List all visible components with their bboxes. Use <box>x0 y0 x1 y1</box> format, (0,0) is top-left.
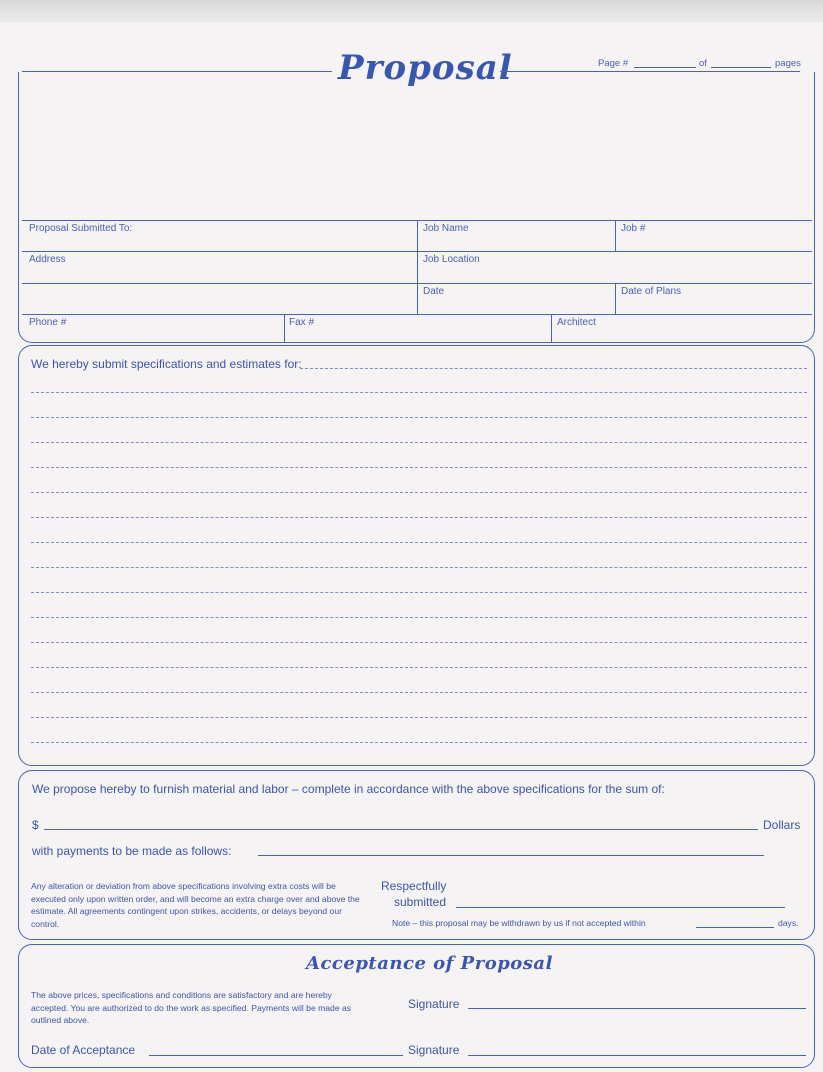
spec-line[interactable] <box>31 617 807 618</box>
spec-line[interactable] <box>31 417 807 418</box>
page-of-label: of <box>699 58 707 69</box>
grid-divider-job <box>615 220 616 251</box>
sum-amount-field[interactable] <box>44 829 758 830</box>
signature-field-2[interactable] <box>468 1055 806 1056</box>
signature-field-1[interactable] <box>468 1008 806 1009</box>
grid-divider-fax <box>551 314 552 342</box>
spec-line[interactable] <box>31 567 807 568</box>
spec-line[interactable] <box>31 717 807 718</box>
spec-line[interactable] <box>31 667 807 668</box>
fax-field[interactable]: Fax # <box>289 317 315 328</box>
spec-line[interactable] <box>31 642 807 643</box>
plastic-wrap-strip <box>0 0 823 22</box>
spec-line[interactable] <box>31 542 807 543</box>
grid-rule-4 <box>22 314 812 315</box>
grid-divider-phone <box>284 314 285 342</box>
signature-label-2: Signature <box>408 1043 460 1057</box>
spec-line-0[interactable] <box>300 368 807 369</box>
submitted-signature-field[interactable] <box>456 907 785 908</box>
form-title: Proposal <box>338 48 513 88</box>
days-field[interactable] <box>696 927 774 928</box>
spec-line[interactable] <box>31 592 807 593</box>
payments-label: with payments to be made as follows: <box>32 844 232 858</box>
withdrawal-note: Note – this proposal may be withdrawn by us if not accepted within <box>392 918 646 928</box>
spec-line[interactable] <box>31 442 807 443</box>
proposal-statement: We propose hereby to furnish material and labor – complete in accordance with the above specifications for the sum of: <box>32 782 665 796</box>
dollar-sign: $ <box>32 818 39 832</box>
info-box-left-top <box>18 72 19 102</box>
spec-line[interactable] <box>31 492 807 493</box>
date-field[interactable]: Date <box>423 286 445 297</box>
date-of-acceptance-field[interactable] <box>149 1055 403 1056</box>
submitted-to-field[interactable]: Proposal Submitted To: <box>29 223 133 234</box>
grid-divider-mid <box>417 220 418 314</box>
architect-field[interactable]: Architect <box>557 317 596 328</box>
page-total-field[interactable] <box>711 67 771 68</box>
address-field[interactable]: Address <box>29 254 66 265</box>
job-name-field[interactable]: Job Name <box>423 223 469 234</box>
signature-label-1: Signature <box>408 997 460 1011</box>
spec-line[interactable] <box>31 742 807 743</box>
spec-line[interactable] <box>31 692 807 693</box>
page-number-field[interactable] <box>634 67 696 68</box>
page-number-label: Page # <box>598 58 629 69</box>
job-location-field[interactable]: Job Location <box>423 254 480 265</box>
dollars-label: Dollars <box>763 818 801 832</box>
spec-line[interactable] <box>31 517 807 518</box>
pages-label: pages <box>775 58 801 69</box>
job-number-field[interactable]: Job # <box>621 223 646 234</box>
respectfully-label: Respectfully <box>381 879 447 893</box>
spec-line[interactable] <box>31 392 807 393</box>
acceptance-title: Acceptance of Proposal <box>306 953 553 974</box>
payments-field[interactable] <box>258 855 764 856</box>
phone-field[interactable]: Phone # <box>29 317 67 328</box>
submitted-label: submitted <box>394 895 447 909</box>
date-of-acceptance-label: Date of Acceptance <box>31 1043 136 1057</box>
days-label: days. <box>778 918 799 928</box>
spec-line[interactable] <box>31 467 807 468</box>
date-of-plans-field[interactable]: Date of Plans <box>621 286 682 297</box>
grid-divider-plans <box>615 283 616 314</box>
specifications-intro: We hereby submit specifications and estimates for: <box>31 357 302 371</box>
acceptance-text: The above prices, specifications and conditions are satisfactory and are hereby accepted. You are authorized to do the work as specified. Payments will be made as outlined above. <box>31 990 352 1025</box>
specifications-box <box>18 345 815 766</box>
alteration-disclaimer: Any alteration or deviation from above specifications involving extra costs will be executed only upon written order, and will become an extra charge over and above the estimate. All agreements contingent upon strikes, accidents, or delays beyond our control. <box>31 881 360 929</box>
